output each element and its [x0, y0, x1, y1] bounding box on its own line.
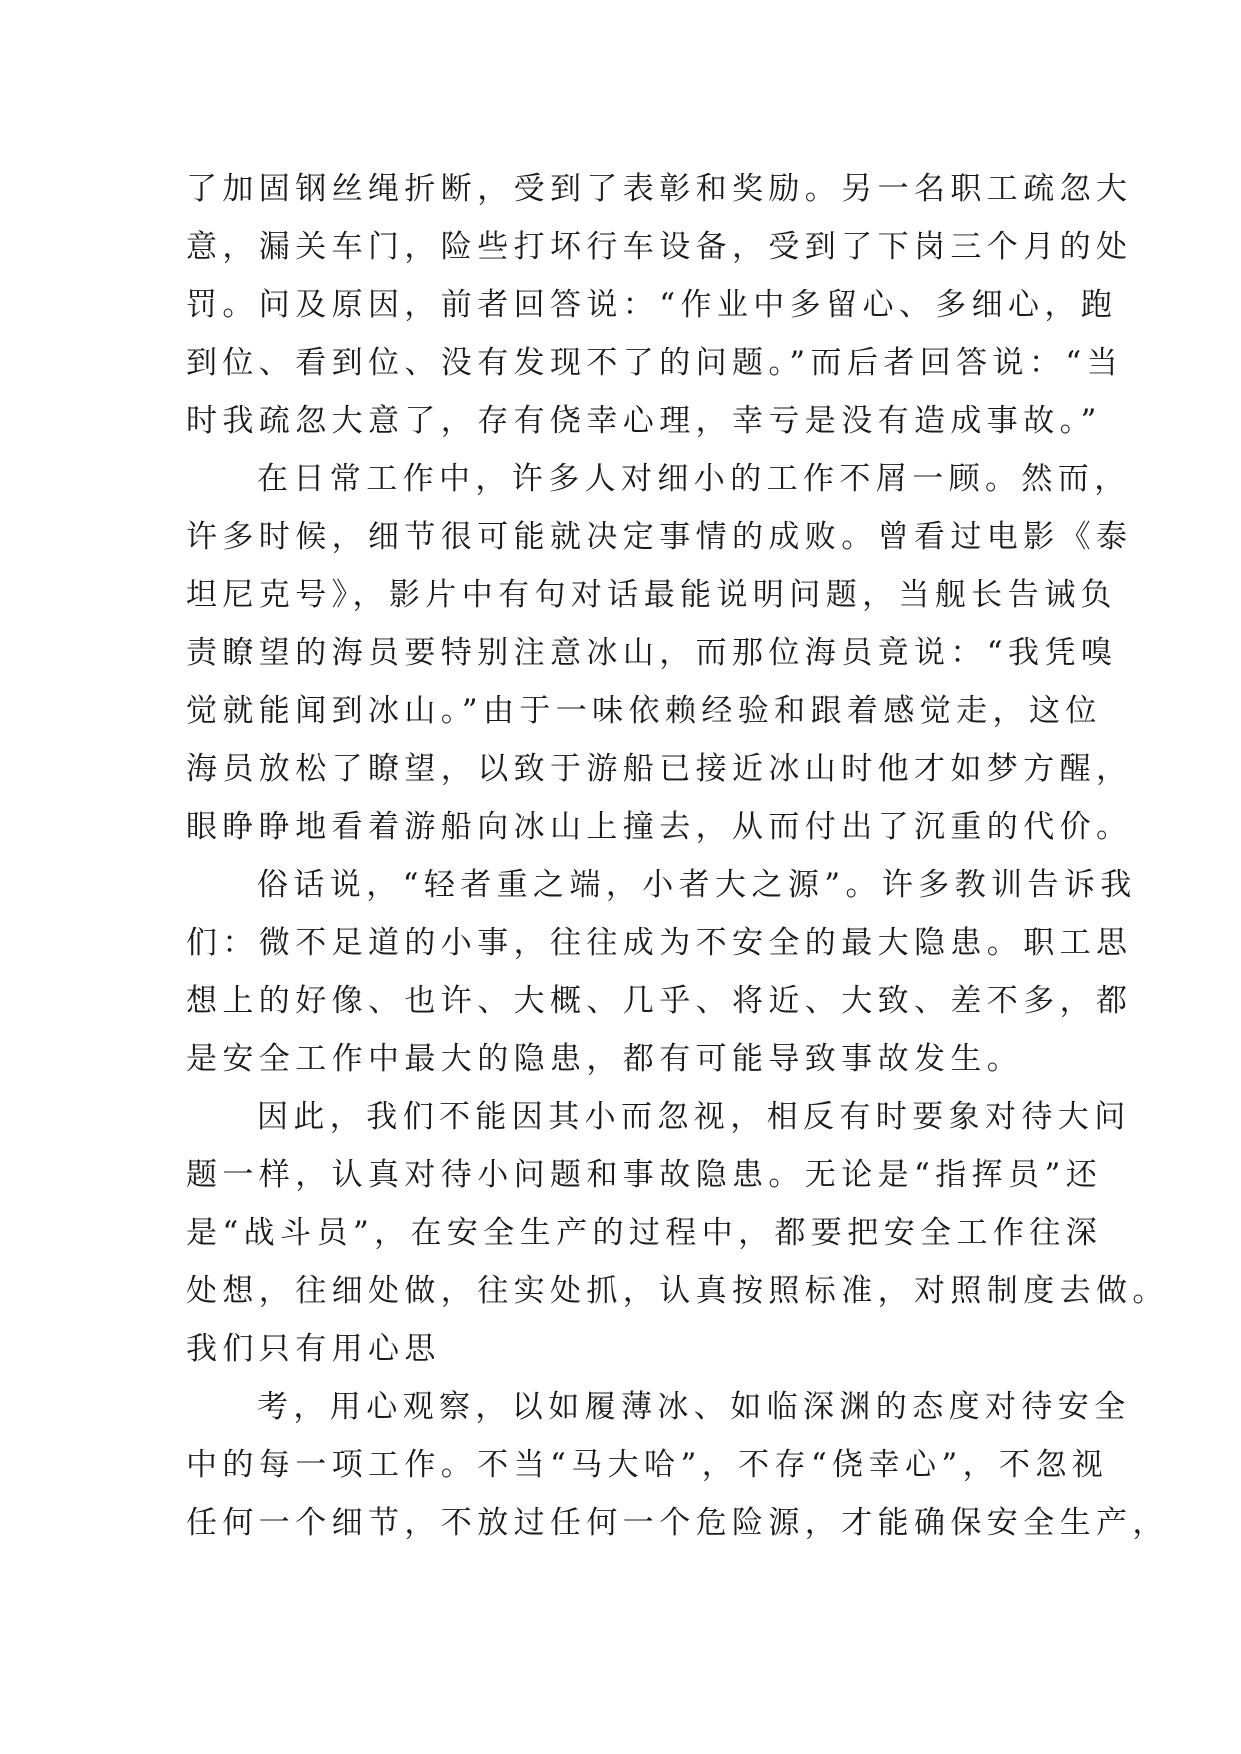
paragraph-first-line: 俗话说，“轻者重之端，小者大之源”。许多教训告诉我 [257, 867, 1137, 903]
paragraph-first-line: 考，用心观察，以如履薄冰、如临深渊的态度对待安全 [257, 1389, 1131, 1425]
paragraph-first-line: 在日常工作中，许多人对细小的工作不屑一顾。然而， [257, 461, 1131, 497]
text-line: 许多时候，细节很可能就决定事情的成败。曾看过电影《泰 [186, 519, 1133, 555]
text-line: 是“战斗员”，在安全生产的过程中，都要把安全工作往深 [186, 1215, 1103, 1251]
text-line: 到位、看到位、没有发现不了的问题。”而后者回答说：“当 [186, 345, 1123, 381]
text-line: 是安全工作中最大的隐患，都有可能导致事故发生。 [186, 1041, 1024, 1077]
text-line: 处想，往细处做，往实处抓，认真按照标准，对照制度去做。 [186, 1273, 1169, 1309]
text-line: 时我疏忽大意了，存有侥幸心理，幸亏是没有造成事故。” [186, 403, 1102, 439]
text-line: 们：微不足道的小事，往往成为不安全的最大隐患。职工思 [186, 925, 1133, 961]
text-line: 中的每一项工作。不当“马大哈”，不存“侥幸心”，不忽视 [186, 1447, 1109, 1483]
text-line: 坦尼克号》，影片中有句对话最能说明问题，当舰长告诫负 [186, 577, 1117, 613]
text-line: 题一样，认真对待小问题和事故隐患。无论是“指挥员”还 [186, 1157, 1103, 1193]
text-line: 了加固钢丝绳折断，受到了表彰和奖励。另一名职工疏忽大 [186, 171, 1133, 207]
text-line: 眼睁睁地看着游船向冰山上撞去，从而付出了沉重的代价。 [186, 809, 1133, 845]
text-line: 罚。问及原因，前者回答说：“作业中多留心、多细心，跑 [186, 287, 1118, 323]
text-line: 意，漏关车门，险些打坏行车设备，受到了下岗三个月的处 [186, 229, 1133, 265]
text-line: 责瞭望的海员要特别注意冰山，而那位海员竟说：“我凭嗅 [186, 635, 1118, 671]
text-line: 想上的好像、也许、大概、几乎、将近、大致、差不多，都 [186, 983, 1133, 1019]
paragraph-first-line: 因此，我们不能因其小而忽视，相反有时要象对待大问 [257, 1099, 1131, 1135]
text-line: 任何一个细节，不放过任何一个危险源，才能确保安全生产， [186, 1505, 1169, 1541]
document-body [186, 160, 1169, 1552]
text-line: 海员放松了瞭望，以致于游船已接近冰山时他才如梦方醒， [186, 751, 1133, 787]
text-line: 觉就能闻到冰山。”由于一味依赖经验和跟着感觉走，这位 [186, 693, 1102, 729]
text-line: 我们只有用心思 [186, 1331, 441, 1367]
